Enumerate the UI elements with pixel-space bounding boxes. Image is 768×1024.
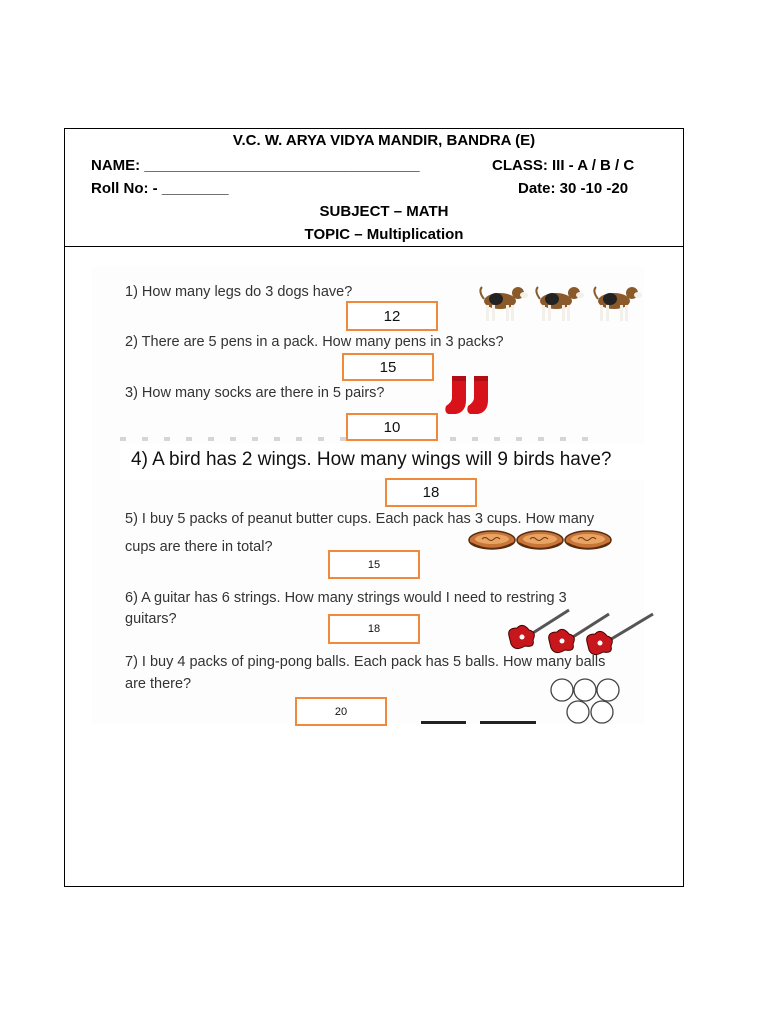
- answer-6: 18: [367, 623, 381, 635]
- ping-pong-ball-icon: [567, 701, 589, 723]
- ping-pong-balls-illustration: [550, 677, 634, 725]
- ping-pong-ball-icon: [597, 679, 619, 701]
- answer-box-3: [346, 413, 438, 441]
- question-6-text-line2: guitars?: [125, 611, 177, 627]
- socks-illustration: [444, 374, 498, 416]
- school-name: V.C. W. ARYA VIDYA MANDIR, BANDRA (E): [232, 132, 536, 149]
- question-7-text-line2: are there?: [125, 676, 192, 692]
- ping-pong-ball-icon: [551, 679, 573, 701]
- roll-no-label: Roll No: - ________: [91, 180, 229, 197]
- class-label: CLASS: III - A / B / C: [492, 157, 635, 174]
- question-5-text-line2: cups are there in total?: [125, 539, 273, 555]
- answer-4: 18: [422, 484, 440, 501]
- question-1-text: 1) How many legs do 3 dogs have?: [125, 284, 353, 300]
- answer-3: 10: [383, 418, 401, 436]
- question-6-text-line1: 6) A guitar has 6 strings. How many strings would I need to restring 3: [125, 590, 567, 606]
- answer-1: 12: [383, 307, 401, 325]
- ping-pong-ball-icon: [574, 679, 596, 701]
- pie-icon: [565, 531, 611, 549]
- answer-2: 15: [379, 358, 397, 376]
- date-label: Date: 30 -10 -20: [518, 180, 629, 197]
- dog-icon: [594, 287, 642, 321]
- answer-box-4: [385, 478, 477, 507]
- dogs-illustration: [478, 279, 656, 325]
- topic-label: TOPIC – Multiplication: [304, 226, 464, 243]
- dog-icon: [480, 287, 528, 321]
- subject-label: SUBJECT – MATH: [319, 203, 449, 220]
- question-2-text: 2) There are 5 pens in a pack. How many pens in 3 packs?: [125, 334, 504, 350]
- answer-7: 20: [334, 705, 348, 718]
- answer-5: 15: [367, 558, 381, 571]
- sock-icon: [445, 376, 466, 414]
- answer-box-6: [328, 614, 420, 644]
- sock-icon: [467, 376, 488, 414]
- ping-pong-ball-icon: [591, 701, 613, 723]
- answer-box-7: [295, 697, 387, 726]
- answer-box-2: [342, 353, 434, 381]
- frame-edge: [683, 246, 684, 274]
- question-4-text: 4) A bird has 2 wings. How many wings will 9 birds have?: [131, 449, 612, 470]
- question-5-text-line1: 5) I buy 5 packs of peanut butter cups. Each pack has 3 cups. How many: [125, 511, 595, 527]
- guitars-illustration: [505, 606, 661, 656]
- pie-icon: [517, 531, 563, 549]
- dog-icon: [536, 287, 584, 321]
- answer-box-1: [346, 301, 438, 331]
- pie-icon: [469, 531, 515, 549]
- name-field-label: NAME: _________________________________: [91, 157, 420, 174]
- guitar-icon: [587, 614, 653, 655]
- header-divider: [64, 246, 684, 247]
- question-3-text: 3) How many socks are there in 5 pairs?: [125, 385, 385, 401]
- peanut-butter-cups-illustration: [468, 528, 614, 554]
- scribble-line: [410, 721, 550, 724]
- question-7-text-line1: 7) I buy 4 packs of ping-pong balls. Each pack has 5 balls. How many balls: [125, 654, 606, 670]
- answer-box-5: [328, 550, 420, 579]
